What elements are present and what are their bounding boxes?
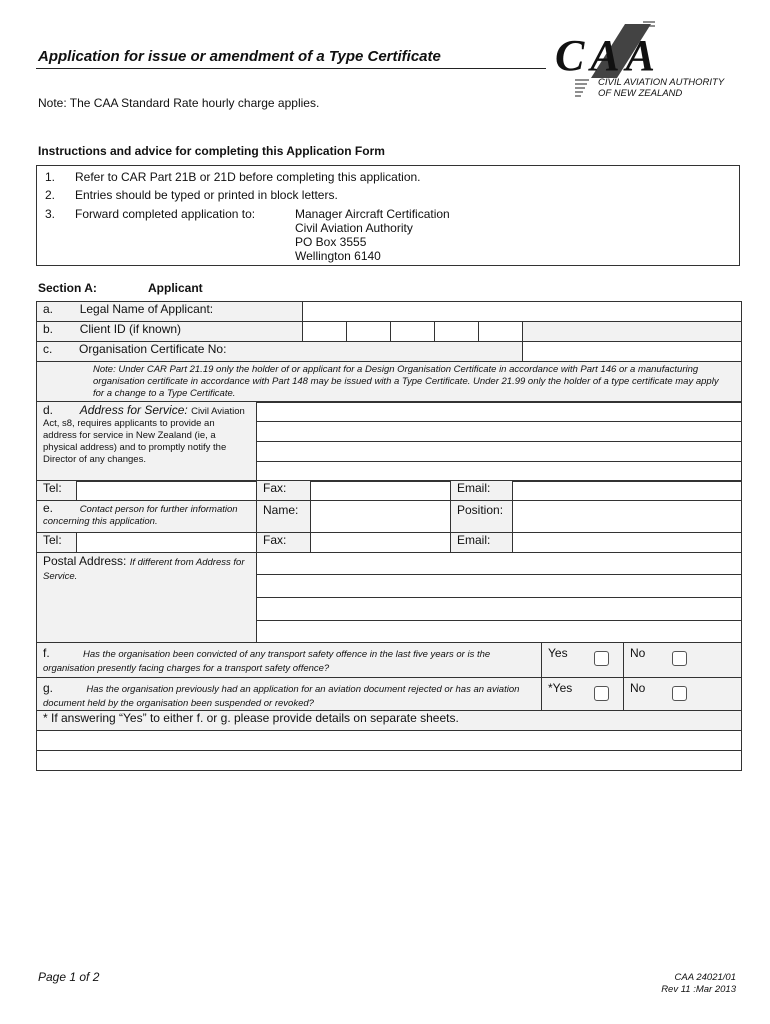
client-id-box[interactable] <box>391 322 435 342</box>
instructions-heading: Instructions and advice for completing this Application Form <box>38 144 385 158</box>
logo-authority-name: CIVIL AVIATION AUTHORITY OF NEW ZEALAND <box>598 77 725 99</box>
postal-address-table <box>36 552 742 643</box>
email-label: Email: <box>451 533 513 553</box>
logo-letters: CAA <box>555 31 655 80</box>
name-label: Name: <box>257 501 311 533</box>
yes-checkbox-f[interactable] <box>594 651 609 666</box>
instruction-number: 1. <box>45 170 56 184</box>
address-for-service-table <box>36 401 742 482</box>
page-number: Page 1 of 2 <box>38 970 100 984</box>
legal-name-input[interactable] <box>303 302 742 322</box>
address-line-input[interactable] <box>257 442 742 462</box>
postal-line-input[interactable] <box>257 598 742 621</box>
postal-line-input[interactable] <box>257 575 742 598</box>
declarations-table <box>36 642 742 771</box>
yes-footnote: * If answering “Yes” to either f. or g. please provide details on separate sheets. <box>37 711 742 731</box>
email-input[interactable] <box>513 481 742 501</box>
section-name: Applicant <box>148 281 203 295</box>
fax-input[interactable] <box>311 481 451 501</box>
position-label: Position: <box>451 501 513 533</box>
name-input[interactable] <box>311 501 451 533</box>
address-line-input[interactable] <box>257 422 742 442</box>
no-option-g: No <box>624 678 742 711</box>
question-g-cell: g. Has the organisation previously had an application for an aviation document rejected or has an aviation document held by the organisation been suspended or revoked? <box>37 678 542 711</box>
client-id-box[interactable] <box>303 322 347 342</box>
postal-line-input[interactable] <box>257 621 742 643</box>
yes-option-g: *Yes <box>542 678 624 711</box>
form-code: CAA 24021/01 Rev 11 :Mar 2013 <box>661 972 736 995</box>
instruction-text: Forward completed application to: <box>75 207 256 221</box>
page-title: Application for issue or amendment of a Type Certificate <box>38 48 441 65</box>
contact-tel-input[interactable] <box>77 533 257 553</box>
instruction-text: Refer to CAR Part 21B or 21D before completing this application. <box>75 170 421 184</box>
charge-note: Note: The CAA Standard Rate hourly charge applies. <box>38 96 320 110</box>
title-rule <box>36 68 546 69</box>
address-label-cell: d. Address for Service: Civil Aviation Act, s8, requires applicants to provide an address for service in New Zealand (ie, a physical address) and to promptly notify the Director of any changes. <box>37 402 257 482</box>
address-line-input[interactable] <box>257 462 742 482</box>
client-id-box[interactable] <box>435 322 479 342</box>
applicant-identity-table <box>36 301 742 403</box>
org-cert-input[interactable] <box>523 342 742 362</box>
instruction-number: 2. <box>45 188 56 202</box>
legal-name-label-cell: a. Legal Name of Applicant: <box>37 302 303 322</box>
instruction-text: Entries should be typed or printed in block letters. <box>75 188 338 202</box>
no-option-f: No <box>624 643 742 678</box>
no-checkbox-f[interactable] <box>672 651 687 666</box>
instruction-number: 3. <box>45 207 56 221</box>
org-cert-label-cell: c. Organisation Certificate No: <box>37 342 523 362</box>
postal-line-input[interactable] <box>257 553 742 575</box>
instructions-box <box>36 165 740 266</box>
yes-option-f: Yes <box>542 643 624 678</box>
tel-label: Tel: <box>37 481 77 501</box>
details-line-input[interactable] <box>37 751 742 771</box>
section-label: Section A: <box>38 281 97 295</box>
client-id-box[interactable] <box>347 322 391 342</box>
client-id-box[interactable] <box>479 322 523 342</box>
tel-input[interactable] <box>77 481 257 501</box>
contact-person-label-cell: e. Contact person for further information concerning this application. <box>37 501 257 533</box>
question-f-cell: f. Has the organisation been convicted of any transport safety offence in the last five years or is the organisation presently facing charges for a transport safety offence? <box>37 643 542 678</box>
yes-checkbox-g[interactable] <box>594 686 609 701</box>
position-input[interactable] <box>513 501 742 533</box>
contact-table <box>36 480 742 553</box>
fax-label: Fax: <box>257 533 311 553</box>
no-checkbox-g[interactable] <box>672 686 687 701</box>
client-id-filler <box>523 322 742 342</box>
details-line-input[interactable] <box>37 731 742 751</box>
tel-label: Tel: <box>37 533 77 553</box>
contact-email-input[interactable] <box>513 533 742 553</box>
address-line-input[interactable] <box>257 402 742 422</box>
email-label: Email: <box>451 481 513 501</box>
forwarding-address: Manager Aircraft Certification Civil Aviation Authority PO Box 3555 Wellington 6140 <box>295 207 450 263</box>
part-21-note: Note: Under CAR Part 21.19 only the holder of or applicant for a Design Organisation Certificate in accordance with Part 146 or a manufacturing organisation certificate in accordance with Part 148 may be issued with a Type Certificate. Under 21.99 only the holder of a type certificate may apply for a change to a Type Certificate. <box>37 362 742 403</box>
contact-fax-input[interactable] <box>311 533 451 553</box>
client-id-label-cell: b. Client ID (if known) <box>37 322 303 342</box>
fax-label: Fax: <box>257 481 311 501</box>
postal-label-cell: Postal Address: If different from Address for Service. <box>37 553 257 643</box>
